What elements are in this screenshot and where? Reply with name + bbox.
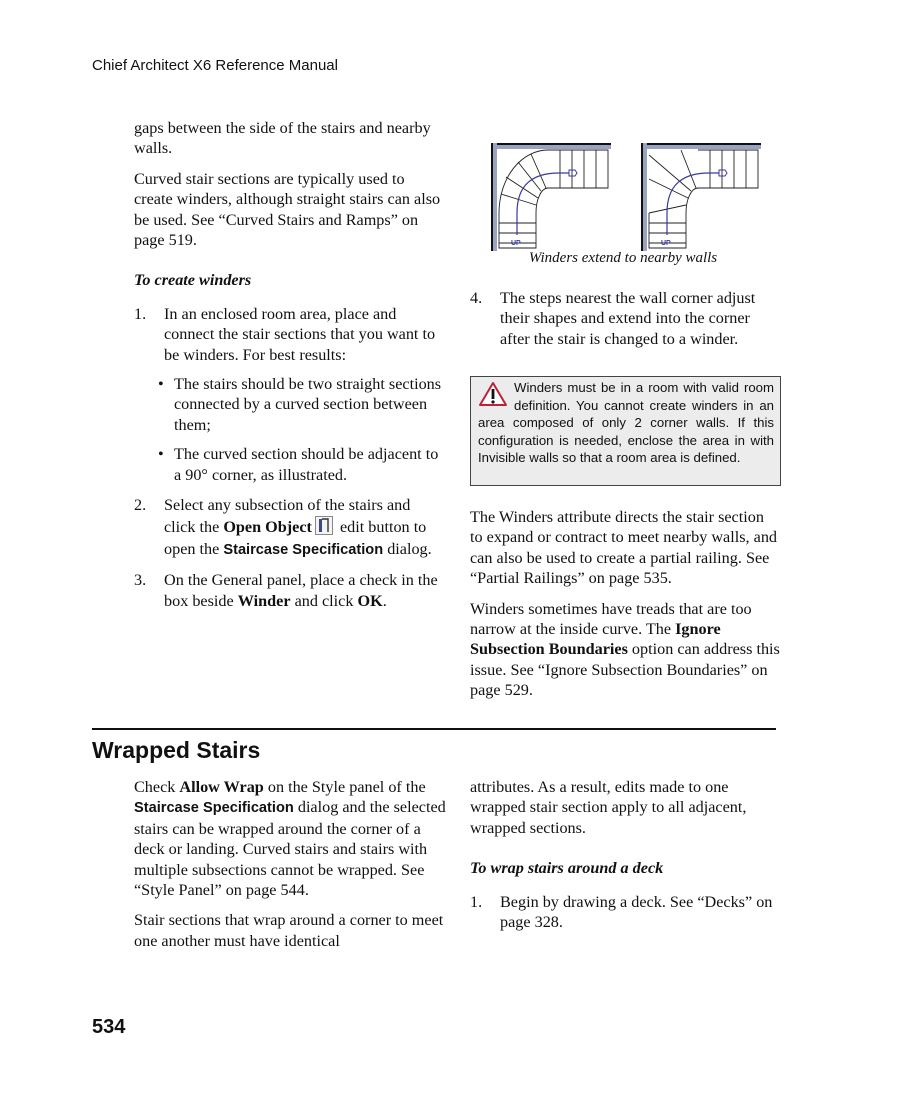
bullet-mark: • xyxy=(158,375,164,394)
dialog-name: Staircase Specification xyxy=(134,800,294,817)
step-number: 1. xyxy=(134,304,147,323)
step-text: Select any subsection of the stairs and click the xyxy=(164,496,411,537)
section-right-column xyxy=(470,777,780,941)
step-number: 3. xyxy=(134,571,147,590)
svg-text:UP: UP xyxy=(661,240,671,247)
warning-icon xyxy=(478,381,508,411)
step-number: 2. xyxy=(134,496,147,515)
step-2 xyxy=(134,494,444,561)
text: Check xyxy=(134,778,180,796)
paragraph: The Winders attribute directs the stair section to expand or contract to meet nearby walls, and can also be used to create a partial railing. See “Partial Railings” on page 535. xyxy=(470,508,778,588)
page-number: 534 xyxy=(92,1016,126,1038)
step-text: dialog. xyxy=(383,540,432,559)
subheading: To wrap stairs around a deck xyxy=(470,859,664,878)
ok-label: OK xyxy=(357,591,383,610)
bullet-text: The curved section should be adjacent to a 90° corner, as illustrated. xyxy=(174,445,439,484)
paragraph: Curved stair sections are typically used to create winders, although straight stairs can also be used. See “Curved Stairs and Ramps” on page 519. xyxy=(134,169,441,250)
bullet-item xyxy=(158,444,444,485)
dialog-name: Staircase Specification xyxy=(223,542,384,559)
step-3 xyxy=(134,570,444,611)
winder-label: Winder xyxy=(237,591,291,610)
bullet-item xyxy=(158,374,444,435)
open-object-icon xyxy=(315,516,333,535)
step-number: 1. xyxy=(470,892,483,911)
note-text: Winders must be in a room with valid room definition. You cannot create winders in an area composed of only 2 corner walls. If this configuration is needed, enclose the area in with Invisible walls so that a room area is defined. xyxy=(478,380,774,466)
section-title: Wrapped Stairs xyxy=(92,737,261,763)
paragraph: Stair sections that wrap around a corner to meet one another must have identical xyxy=(134,911,444,950)
step-1 xyxy=(470,892,780,933)
left-column xyxy=(134,118,444,620)
allow-wrap-label: Allow Wrap xyxy=(179,778,264,796)
step-text: In an enclosed room area, place and connect the stair sections that you want to be winders. For best results: xyxy=(164,304,436,364)
bullet-text: The stairs should be two straight sections connected by a curved section between them; xyxy=(174,375,442,434)
figure-caption: Winders extend to nearby walls xyxy=(528,250,718,266)
text: Winders sometimes have treads that are too narrow at the inside curve. The xyxy=(470,599,752,639)
text: dialog and the selected stairs can be wrapped around the corner of a deck or landing. Curved stairs and stairs with multiple subsections cannot be wrapped. See “Style Panel” on page 544. xyxy=(134,798,446,900)
svg-text:UP: UP xyxy=(511,240,521,247)
step-text: and click xyxy=(290,591,358,610)
running-header: Chief Architect X6 Reference Manual xyxy=(92,57,338,74)
stair-plan-curved xyxy=(491,143,611,256)
paragraph xyxy=(134,777,446,900)
step-text: Begin by drawing a deck. See “Decks” on page 328. xyxy=(500,892,773,932)
bullet-mark: • xyxy=(158,445,164,464)
text: option can address this issue. See “Ignore Subsection Boundaries” on page 529. xyxy=(470,640,780,700)
step-text: The steps nearest the wall corner adjust their shapes and extend into the corner after the stair is changed to a winder. xyxy=(500,289,756,348)
step-text: . xyxy=(382,591,387,610)
step-1 xyxy=(134,304,444,365)
warning-note xyxy=(470,376,781,486)
text: on the Style panel of the xyxy=(263,778,426,796)
option-name: Ignore Subsection Boundaries xyxy=(470,620,721,659)
step-4 xyxy=(470,288,776,349)
right-column-body xyxy=(470,507,780,711)
paragraph xyxy=(470,599,780,701)
paragraph: attributes. As a result, edits made to one wrapped stair section apply to all adjacent, wrapped sections. xyxy=(470,778,747,837)
paragraph: gaps between the side of the stairs and nearby walls. xyxy=(134,119,431,158)
step-text: edit button to open the xyxy=(164,518,427,559)
step-number: 4. xyxy=(470,289,483,307)
section-left-column xyxy=(134,777,446,961)
step-text: On the General panel, place a check in the box beside xyxy=(164,571,438,610)
right-column-step4 xyxy=(470,288,776,358)
open-object-label: Open Object xyxy=(223,518,312,537)
stair-plan-winder xyxy=(641,143,761,256)
section-divider xyxy=(92,728,776,730)
subheading: To create winders xyxy=(134,271,252,290)
